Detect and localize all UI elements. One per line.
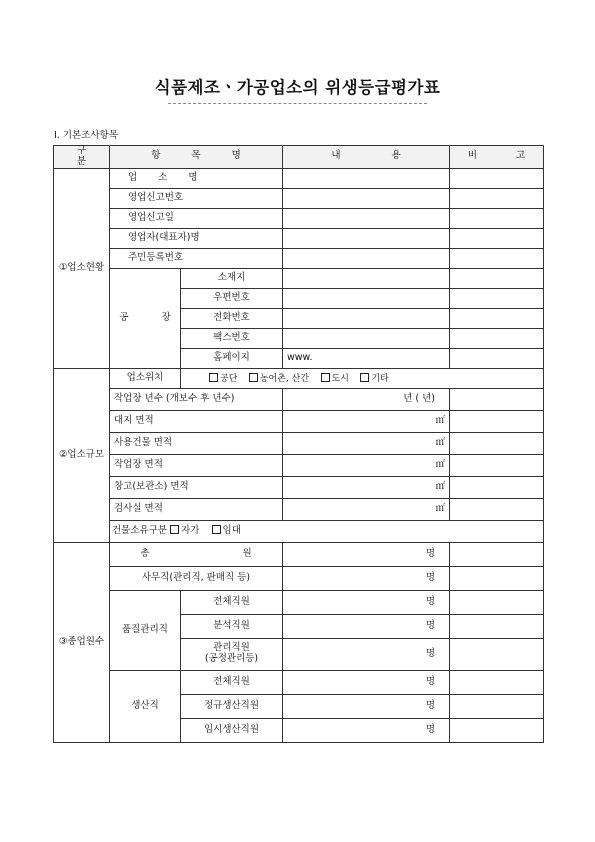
input-cell[interactable] [283, 228, 450, 248]
row-label: 검사실 면적 [110, 498, 283, 520]
note-cell[interactable] [450, 614, 544, 638]
input-cell[interactable] [283, 168, 450, 188]
checkbox[interactable] [321, 373, 330, 382]
header-item: 항 목 명 [110, 146, 283, 169]
row-label: 소재지 [181, 268, 283, 288]
table-row [54, 590, 544, 614]
section-heading: Ⅰ. 기본조사항목 [54, 130, 118, 141]
group-label-scale: ②업소규모 [54, 368, 110, 542]
area-input[interactable]: ㎡ [283, 410, 450, 432]
header-note: 비 고 [450, 146, 544, 169]
table-row [54, 566, 544, 590]
input-cell[interactable] [283, 288, 450, 308]
table-row [54, 168, 544, 188]
row-label: 팩스번호 [181, 328, 283, 348]
row-label: 사무직(관리직, 판매직 등) [110, 566, 283, 590]
group-label-staff: ③종업원수 [54, 542, 110, 742]
row-label: 주민등록번호 [110, 248, 283, 268]
note-cell[interactable] [450, 268, 544, 288]
table-row [54, 368, 544, 388]
note-cell[interactable] [450, 328, 544, 348]
table-row [54, 520, 544, 542]
row-label: 영업신고일 [110, 208, 283, 228]
table-row [54, 454, 544, 476]
header-content: 내 용 [283, 146, 450, 169]
table-row [54, 670, 544, 694]
row-label: 영업자(대표자)명 [110, 228, 283, 248]
count-input[interactable]: 명 [283, 718, 450, 742]
note-cell[interactable] [450, 168, 544, 188]
note-cell[interactable] [450, 670, 544, 694]
row-label: 전체직원 [181, 590, 283, 614]
note-cell[interactable] [450, 288, 544, 308]
table-row [54, 476, 544, 498]
count-input[interactable]: 명 [283, 670, 450, 694]
count-input[interactable]: 명 [283, 614, 450, 638]
row-label: 관리직원 (공정관리등) [181, 638, 283, 670]
row-label: 홈페이지 [181, 348, 283, 368]
note-cell[interactable] [450, 410, 544, 432]
row-label: 업소위치 [110, 368, 181, 388]
note-cell[interactable] [450, 388, 544, 410]
checkbox[interactable] [249, 373, 258, 382]
count-input[interactable]: 명 [283, 590, 450, 614]
table-row [54, 248, 544, 268]
row-label: 분석직원 [181, 614, 283, 638]
table-row [54, 542, 544, 566]
row-label: 사용건물 면적 [110, 432, 283, 454]
note-cell[interactable] [450, 348, 544, 368]
location-options: 공단 농어촌, 산간 도시 기타 [181, 368, 544, 388]
input-cell[interactable] [283, 248, 450, 268]
note-cell[interactable] [450, 590, 544, 614]
input-cell[interactable] [283, 308, 450, 328]
row-label: 전화번호 [181, 308, 283, 328]
input-cell[interactable] [283, 268, 450, 288]
table-row [54, 498, 544, 520]
note-cell[interactable] [450, 718, 544, 742]
form-title: 식품제조ㆍ가공업소의 위생등급평가표 [154, 78, 441, 97]
row-label: 우편번호 [181, 288, 283, 308]
note-cell[interactable] [450, 454, 544, 476]
row-label: 업 소 명 [110, 168, 283, 188]
note-cell[interactable] [450, 476, 544, 498]
note-cell[interactable] [450, 432, 544, 454]
checkbox[interactable] [209, 373, 218, 382]
note-cell[interactable] [450, 694, 544, 718]
note-cell[interactable] [450, 208, 544, 228]
row-label: 총 원 [110, 542, 283, 566]
area-input[interactable]: ㎡ [283, 454, 450, 476]
row-label: 전체직원 [181, 670, 283, 694]
count-input[interactable]: 명 [283, 542, 450, 566]
row-label: 작업장 면적 [110, 454, 283, 476]
ownership-row: 건물소유구분 자가 임대 [110, 520, 544, 542]
row-label: 대지 면적 [110, 410, 283, 432]
count-input[interactable]: 명 [283, 638, 450, 670]
note-cell[interactable] [450, 228, 544, 248]
title-divider [168, 103, 427, 104]
count-input[interactable]: 명 [283, 566, 450, 590]
row-label: 임시생산직원 [181, 718, 283, 742]
input-cell[interactable] [283, 188, 450, 208]
checkbox[interactable] [360, 373, 369, 382]
count-input[interactable]: 명 [283, 694, 450, 718]
row-label: 영업신고번호 [110, 188, 283, 208]
area-input[interactable]: ㎡ [283, 498, 450, 520]
note-cell[interactable] [450, 308, 544, 328]
note-cell[interactable] [450, 542, 544, 566]
checkbox[interactable] [212, 525, 221, 534]
table-row [54, 432, 544, 454]
row-label: 창고(보관소) 면적 [110, 476, 283, 498]
production-label: 생산직 [110, 670, 181, 742]
row-label: 정규생산직원 [181, 694, 283, 718]
row-label: 작업장 년수 (개보수 후 년수) [110, 388, 283, 410]
area-input[interactable]: ㎡ [283, 476, 450, 498]
homepage-input[interactable]: www. [283, 348, 450, 368]
input-cell[interactable] [283, 328, 450, 348]
note-cell[interactable] [450, 566, 544, 590]
input-cell[interactable] [283, 208, 450, 228]
table-row [54, 388, 544, 410]
qc-label: 품질관리직 [110, 590, 181, 670]
table-row [54, 268, 544, 288]
note-cell[interactable] [450, 188, 544, 208]
years-input[interactable]: 년 ( 년) [283, 388, 450, 410]
header-gubun: 구 분 [54, 146, 110, 169]
group-label-status: ①업소현황 [54, 168, 110, 368]
checkbox[interactable] [170, 525, 179, 534]
table-row [54, 228, 544, 248]
note-cell[interactable] [450, 638, 544, 670]
evaluation-table [53, 145, 544, 743]
area-input[interactable]: ㎡ [283, 432, 450, 454]
table-row [54, 188, 544, 208]
header-row [54, 146, 544, 169]
note-cell[interactable] [450, 248, 544, 268]
table-row [54, 208, 544, 228]
table-row [54, 410, 544, 432]
note-cell[interactable] [450, 498, 544, 520]
factory-label: 공 장 [110, 268, 181, 368]
